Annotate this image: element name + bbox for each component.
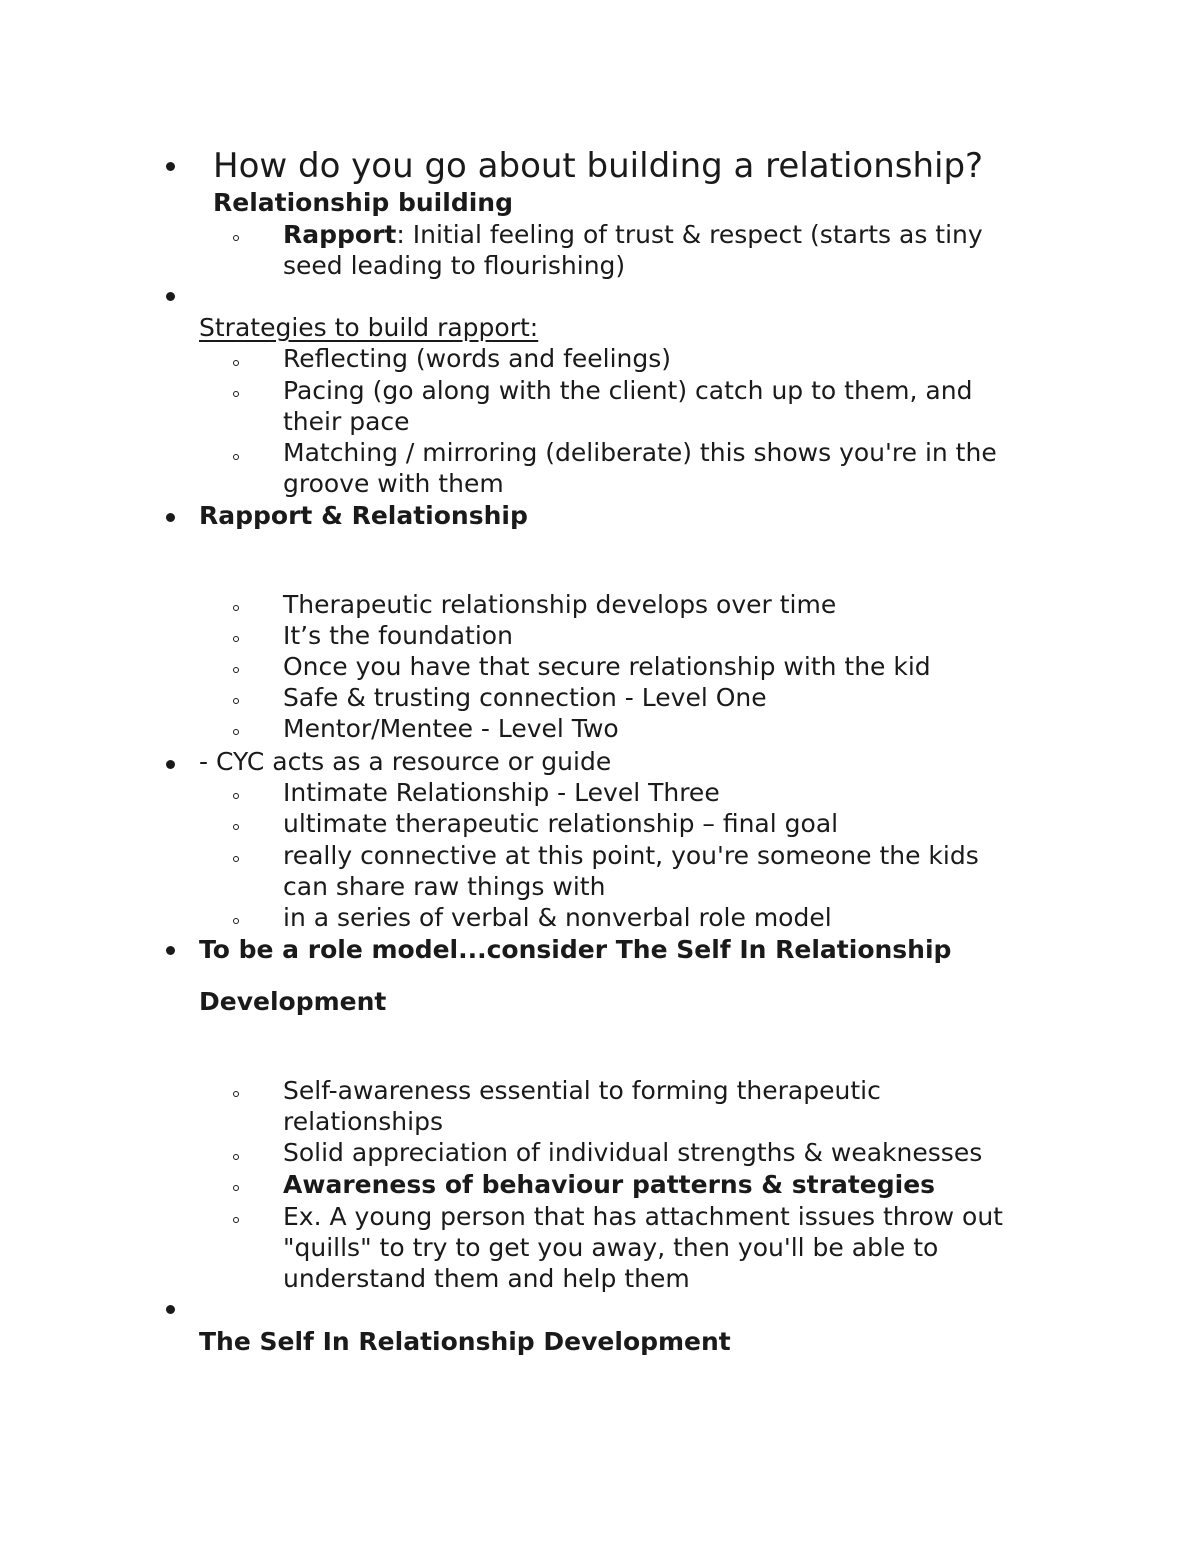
sub-bullet-icon bbox=[233, 636, 239, 642]
list-item-cont: "quills" to try to get you away, then you'll be able to bbox=[283, 1233, 939, 1262]
list-item: Intimate Relationship - Level Three bbox=[283, 778, 720, 807]
rapport-term: Rapport bbox=[283, 220, 397, 249]
sub-bullet-icon bbox=[233, 235, 239, 241]
main-heading: How do you go about building a relationship? bbox=[213, 146, 984, 186]
bullet-icon bbox=[166, 513, 175, 522]
sub-bullet-icon bbox=[233, 793, 239, 799]
list-item: ultimate therapeutic relationship – final goal bbox=[283, 809, 839, 838]
bullet-icon bbox=[166, 760, 175, 769]
section-heading-cyc: - CYC acts as a resource or guide bbox=[199, 747, 612, 776]
sub-bullet-icon bbox=[233, 667, 239, 673]
list-item: Once you have that secure relationship with the kid bbox=[283, 652, 931, 681]
list-item-cont: understand them and help them bbox=[283, 1264, 690, 1293]
sub-bullet-icon bbox=[233, 824, 239, 830]
list-item: in a series of verbal & nonverbal role model bbox=[283, 903, 832, 932]
list-item-cont: relationships bbox=[283, 1107, 443, 1136]
sub-bullet-icon bbox=[233, 454, 239, 460]
bullet-icon bbox=[166, 292, 175, 301]
list-item: Self-awareness essential to forming therapeutic bbox=[283, 1076, 881, 1105]
list-item: It’s the foundation bbox=[283, 621, 513, 650]
sub-bullet-icon bbox=[233, 1217, 239, 1223]
section-heading-role-model-cont: Development bbox=[199, 987, 387, 1016]
list-item: Ex. A young person that has attachment issues throw out bbox=[283, 1202, 1003, 1231]
sub-bullet-icon bbox=[233, 605, 239, 611]
section-heading-strategies: Strategies to build rapport: bbox=[199, 313, 539, 342]
list-item-rapport bbox=[283, 219, 983, 250]
list-item-cont: can share raw things with bbox=[283, 872, 606, 901]
list-item: Reflecting (words and feelings) bbox=[283, 344, 672, 373]
list-item: Therapeutic relationship develops over time bbox=[283, 590, 837, 619]
rapport-definition: : Initial feeling of trust & respect (starts as tiny bbox=[396, 220, 983, 249]
sub-bullet-icon bbox=[233, 856, 239, 862]
sub-bullet-icon bbox=[233, 360, 239, 366]
list-item-cont: their pace bbox=[283, 407, 410, 436]
sub-bullet-icon bbox=[233, 729, 239, 735]
list-item: Matching / mirroring (deliberate) this shows you're in the bbox=[283, 438, 997, 467]
list-item-bold: Awareness of behaviour patterns & strategies bbox=[283, 1170, 936, 1199]
list-item: Solid appreciation of individual strengths & weaknesses bbox=[283, 1138, 983, 1167]
bullet-icon bbox=[166, 1305, 175, 1314]
sub-bullet-icon bbox=[233, 1154, 239, 1160]
list-item: Pacing (go along with the client) catch up to them, and bbox=[283, 376, 973, 405]
bullet-icon bbox=[166, 946, 175, 955]
sub-bullet-icon bbox=[233, 698, 239, 704]
section-heading-self: The Self In Relationship Development bbox=[199, 1327, 731, 1356]
section-heading-role-model: To be a role model...consider The Self In Relationship bbox=[199, 935, 952, 964]
list-item: Safe & trusting connection - Level One bbox=[283, 683, 767, 712]
section-heading-rapport-relationship: Rapport & Relationship bbox=[199, 501, 528, 530]
sub-bullet-icon bbox=[233, 1091, 239, 1097]
subheading-relationship-building: Relationship building bbox=[213, 188, 513, 217]
list-item-rapport-cont: seed leading to flourishing) bbox=[283, 251, 626, 280]
list-item: Mentor/Mentee - Level Two bbox=[283, 714, 619, 743]
sub-bullet-icon bbox=[233, 1185, 239, 1191]
sub-bullet-icon bbox=[233, 918, 239, 924]
list-item-cont: groove with them bbox=[283, 469, 504, 498]
bullet-icon bbox=[166, 162, 175, 171]
sub-bullet-icon bbox=[233, 391, 239, 397]
list-item: really connective at this point, you're someone the kids bbox=[283, 841, 979, 870]
